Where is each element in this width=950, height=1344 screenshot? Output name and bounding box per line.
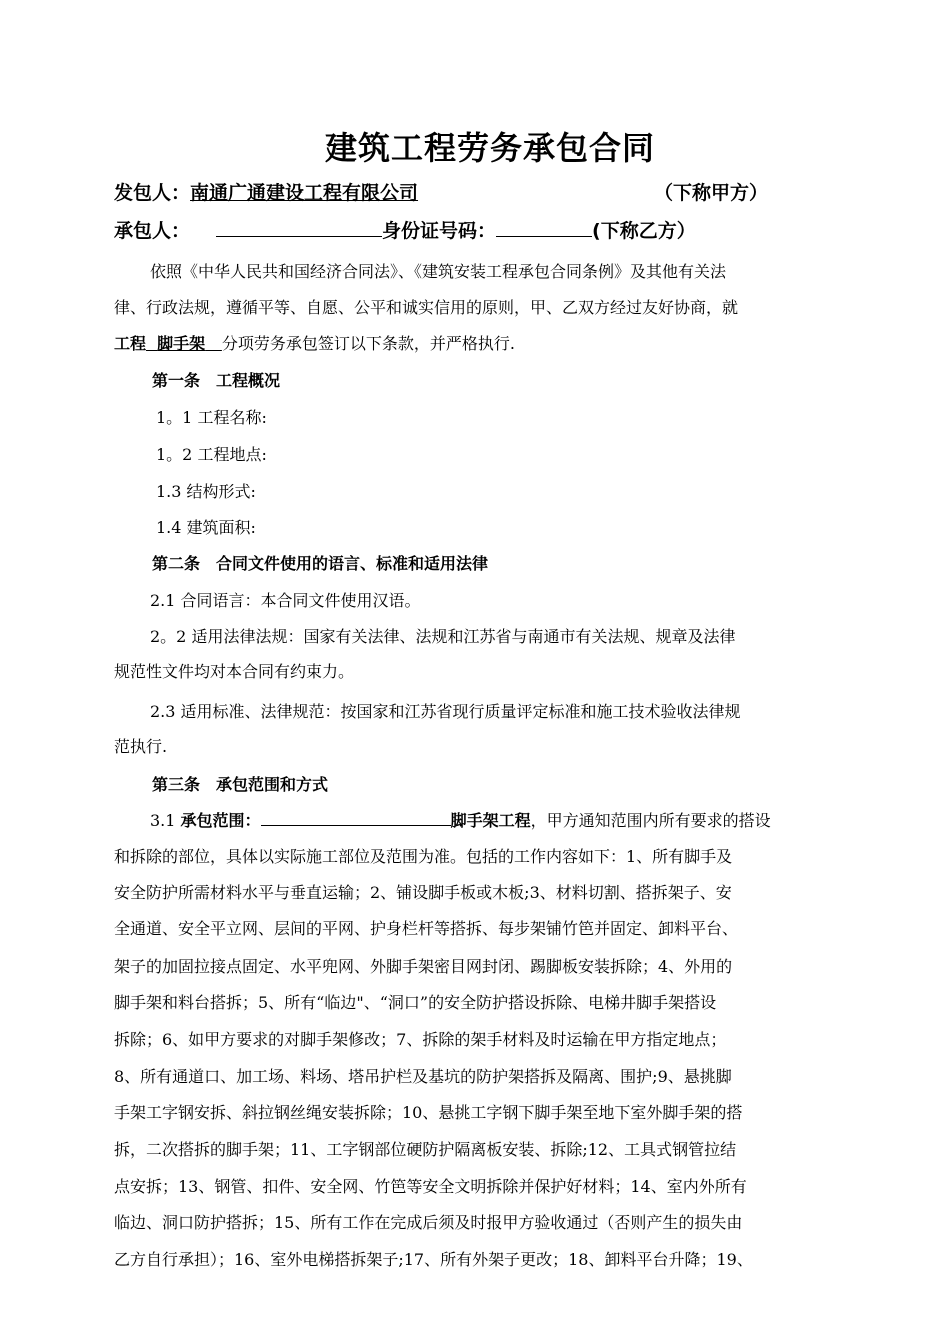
article-2-item-1: 2.1 合同语言：本合同文件使用汉语。 (150, 591, 421, 610)
article-3-scope-blank (261, 807, 451, 826)
article-3-line: 手架工字钢安拆、斜拉钢丝绳安装拆除；10、悬挑工字钢下脚手架至地下室外脚手架的搭 (114, 1103, 743, 1122)
article-3-heading: 第三条 承包范围和方式 (152, 775, 329, 794)
article-3-line: 乙方自行承担）；16、室外电梯搭拆架子;17、所有外架子更改；18、卸料平台升降；19、 (114, 1250, 753, 1269)
article-3-line: 拆除；6、如甲方要求的对脚手架修改；7、拆除的架手材料及时运输在甲方指定地点； (114, 1030, 727, 1049)
document-title: 建筑工程劳务承包合同 (324, 129, 655, 167)
employer-label: 发包人： (114, 182, 191, 204)
article-2-item-2-line-1: 2。2 适用法律法规：国家有关法律、法规和江苏省与南通市有关法规、规章及法律 (150, 627, 736, 646)
article-3-line: 点安拆；13、钢管、扣件、安全网、竹笆等安全文明拆除并保护好材料；14、室内外所有 (114, 1177, 747, 1196)
article-2-item-3-line-1: 2.3 适用标准、法律规范：按国家和江苏省现行质量评定标准和施工技术验收法律规 (150, 702, 741, 721)
article-3-line: 临边、洞口防护搭拆；15、所有工作在完成后须及时报甲方验收通过（否则产生的损失由 (114, 1213, 743, 1232)
article-3-scope-rest: ，甲方通知范围内所有要求的搭设 (530, 811, 771, 830)
article-3-line: 架子的加固拉接点固定、水平兜网、外脚手架密目网封闭、踢脚板安装拆除；4、外用的 (114, 957, 733, 976)
article-3-scope-value: 脚手架工程 (450, 811, 531, 830)
article-3-line: 8、所有通道口、加工场、料场、塔吊护栏及基坑的防护架搭拆及隔离、围护;9、悬挑脚 (114, 1067, 732, 1086)
article-1-item-2: 1。2 工程地点: (156, 445, 267, 464)
employer-name: 南通广通建设工程有限公司 (190, 182, 419, 204)
contractor-label: 承包人： (114, 220, 191, 242)
article-3-line: 脚手架和料台搭拆；5、所有“临边"、“洞口”的安全防护搭设拆除、电梯井脚手架搭设 (114, 993, 717, 1012)
employer-alias: （下称甲方） (654, 182, 769, 204)
article-1-item-3: 1.3 结构形式: (156, 482, 256, 501)
contractor-id-label: 身份证号码： (382, 220, 497, 242)
article-3-line: 拆，二次搭拆的脚手架；11、工字钢部位硬防护隔离板安装、拆除;12、工具式钢管拉结 (114, 1140, 737, 1159)
contractor-id-blank (496, 218, 592, 237)
contractor-alias: (下称乙方） (592, 220, 696, 242)
article-3-line: 和拆除的部位，具体以实际施工部位及范围为准。包括的工作内容如下：1、所有脚手及 (114, 847, 733, 866)
article-3-line: 全通道、安全平立网、层间的平网、护身栏杆等搭拆、每步架铺竹笆并固定、卸料平台、 (114, 919, 739, 938)
article-3-item-1-number: 3.1 (150, 811, 176, 830)
contractor-line (114, 216, 874, 246)
article-3-line: 安全防护所需材料水平与垂直运输；2、铺设脚手板或木板;3、材料切割、搭拆架子、安 (114, 883, 732, 902)
preamble-line-3 (114, 329, 515, 359)
article-3-scope-label: 承包范围： (180, 811, 261, 830)
article-1-item-4: 1.4 建筑面积: (156, 518, 256, 537)
contractor-name-blank (216, 218, 382, 237)
preamble-line-2: 律、行政法规，遵循平等、自愿、公平和诚实信用的原则，甲、乙双方经过友好协商，就 (114, 298, 739, 317)
article-1-heading: 第一条 工程概况 (152, 371, 281, 390)
article-2-heading: 第二条 合同文件使用的语言、标准和适用法律 (152, 554, 489, 573)
preamble-rest: 分项劳务承包签订以下条款，并严格执行. (221, 334, 515, 353)
article-1-item-1: 1。1 工程名称: (156, 408, 267, 427)
article-2-item-2-line-2: 规范性文件均对本合同有约束力。 (114, 662, 355, 681)
article-3-item-1-line-1 (150, 806, 771, 836)
project-prefix: 工程 (114, 334, 147, 353)
project-item: 脚手架 (157, 334, 206, 353)
employer-line (114, 178, 874, 208)
preamble-line-1: 依照《中华人民共和国经济合同法》、《建筑安装工程承包合同条例》及其他有关法 (150, 262, 727, 281)
article-2-item-3-line-2: 范执行. (114, 737, 168, 756)
